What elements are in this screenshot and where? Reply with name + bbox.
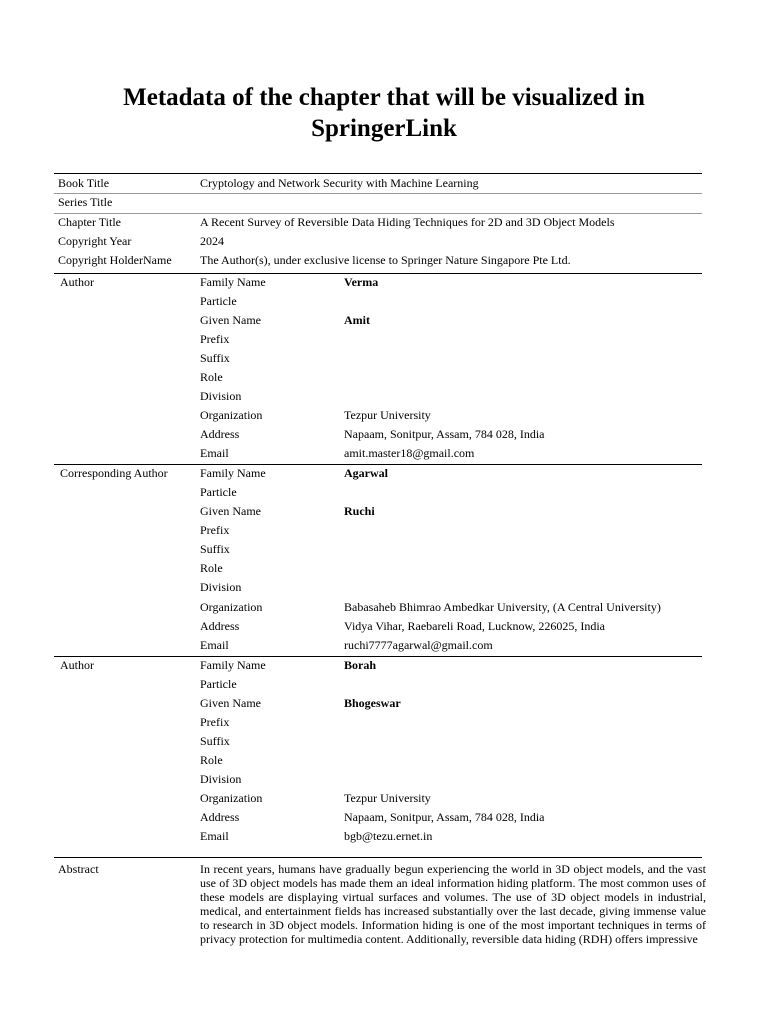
division-label: Division <box>200 389 242 403</box>
role-label: Role <box>200 753 223 767</box>
suffix-label: Suffix <box>200 734 230 748</box>
family-name-label: Family Name <box>200 466 266 480</box>
copyright-holder-value: The Author(s), under exclusive license to Springer Nature Singapore Pte Ltd. <box>200 253 571 267</box>
abstract-text: In recent years, humans have gradually begun experiencing the world in 3D object models, and the vast use of 3D object models has made them an ideal information hiding platform. The most common uses of these models are displaying virtual surfaces and volumes. The use of 3D object models in industrial, medical, and entertainment fields has increased substantially over the last decade, giving immense value to research in 3D object models. Information hiding is one of the most important techniques in terms of privacy protection for multimedia content. Additionally, reversible data hiding (RDH) offers impressive <box>200 862 706 946</box>
division-label: Division <box>200 772 242 786</box>
organization-value: Babasaheb Bhimrao Ambedkar University, (A Central University) <box>344 600 661 614</box>
prefix-label: Prefix <box>200 715 230 729</box>
suffix-label: Suffix <box>200 351 230 365</box>
prefix-label: Prefix <box>200 523 230 537</box>
chapter-title-label: Chapter Title <box>58 215 122 229</box>
chapter-title-value: A Recent Survey of Reversible Data Hiding Techniques for 2D and 3D Object Models <box>200 215 615 229</box>
given-name-label: Given Name <box>200 313 261 327</box>
organization-label: Organization <box>200 600 263 614</box>
particle-label: Particle <box>200 485 237 499</box>
family-name-label: Family Name <box>200 658 266 672</box>
address-value: Napaam, Sonitpur, Assam, 784 028, India <box>344 427 545 441</box>
book-title-label: Book Title <box>58 176 110 190</box>
family-name-label: Family Name <box>200 275 266 289</box>
family-name-value: Borah <box>344 658 377 672</box>
role-label: Role <box>200 370 223 384</box>
family-name-value: Agarwal <box>344 466 388 480</box>
email-value: amit.master18@gmail.com <box>344 446 475 460</box>
address-label: Address <box>200 427 240 441</box>
given-name-value: Ruchi <box>344 504 375 518</box>
organization-value: Tezpur University <box>344 408 431 422</box>
given-name-label: Given Name <box>200 696 261 710</box>
email-value: bgb@tezu.ernet.in <box>344 829 433 843</box>
division-label: Division <box>200 580 242 594</box>
section-rule <box>54 857 702 858</box>
given-name-value: Bhogeswar <box>344 696 401 710</box>
email-label: Email <box>200 446 229 460</box>
email-label: Email <box>200 638 229 652</box>
author-role-label: Corresponding Author <box>60 466 168 480</box>
address-label: Address <box>200 810 240 824</box>
organization-value: Tezpur University <box>344 791 431 805</box>
particle-label: Particle <box>200 294 237 308</box>
given-name-label: Given Name <box>200 504 261 518</box>
page-title-line-2: SpringerLink <box>311 115 457 142</box>
email-value: ruchi7777agarwal@gmail.com <box>344 638 493 652</box>
copyright-year-value: 2024 <box>200 234 224 248</box>
role-label: Role <box>200 561 223 575</box>
page-title-line-1: Metadata of the chapter that will be visualized in <box>123 84 645 111</box>
row-divider <box>54 213 702 214</box>
given-name-value: Amit <box>344 313 370 327</box>
book-title-value: Cryptology and Network Security with Machine Learning <box>200 176 479 190</box>
abstract-label: Abstract <box>58 862 99 876</box>
organization-label: Organization <box>200 791 263 805</box>
address-label: Address <box>200 619 240 633</box>
author-role-label: Author <box>60 658 94 672</box>
organization-label: Organization <box>200 408 263 422</box>
row-divider <box>54 193 702 194</box>
suffix-label: Suffix <box>200 542 230 556</box>
copyright-year-label: Copyright Year <box>58 234 132 248</box>
address-value: Vidya Vihar, Raebareli Road, Lucknow, 226025, India <box>344 619 606 633</box>
email-label: Email <box>200 829 229 843</box>
particle-label: Particle <box>200 677 237 691</box>
series-title-label: Series Title <box>58 195 113 209</box>
prefix-label: Prefix <box>200 332 230 346</box>
author-role-label: Author <box>60 275 94 289</box>
section-rule <box>54 656 702 657</box>
copyright-holder-label: Copyright HolderName <box>58 253 172 267</box>
family-name-value: Verma <box>344 275 379 289</box>
address-value: Napaam, Sonitpur, Assam, 784 028, India <box>344 810 545 824</box>
page-title <box>0 82 768 144</box>
